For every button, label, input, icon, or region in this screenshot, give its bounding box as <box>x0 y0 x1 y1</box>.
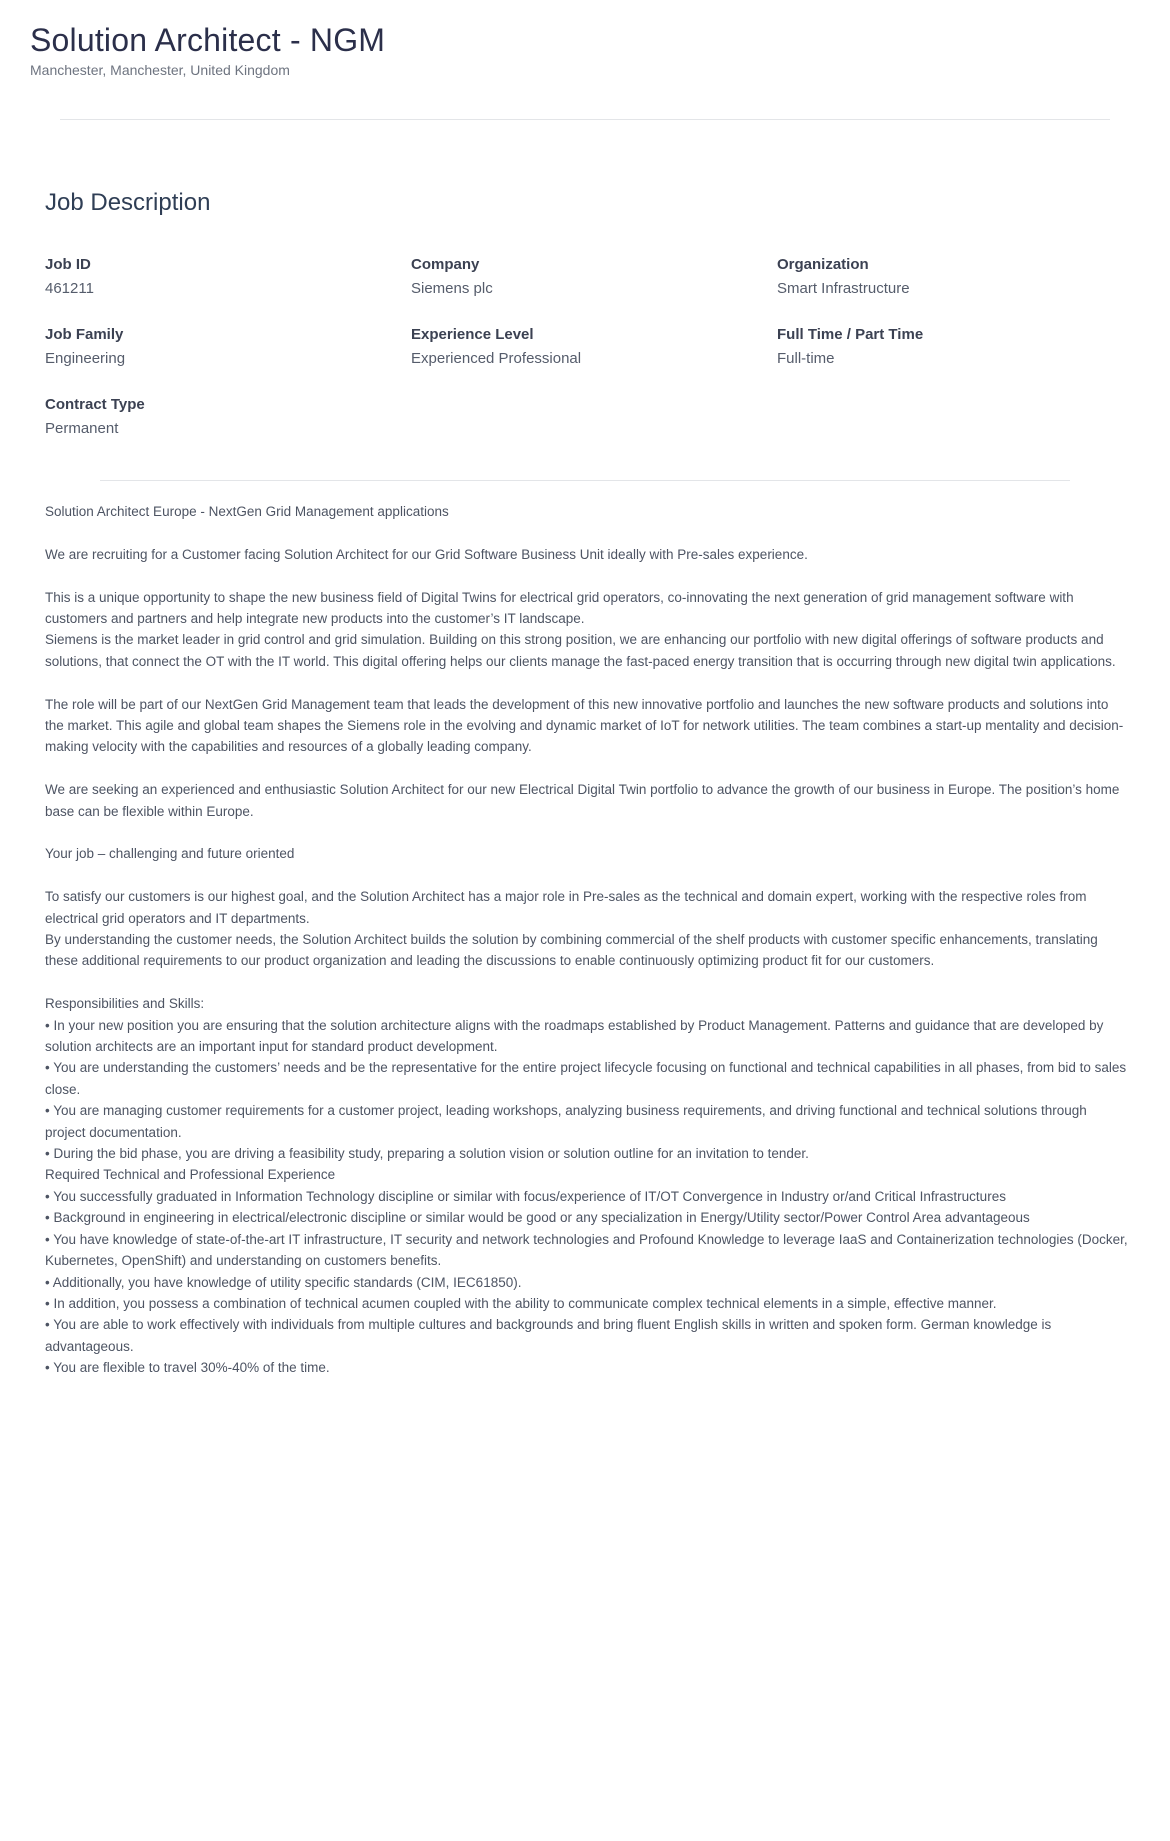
meta-experience-level <box>411 324 777 374</box>
meta-full-part-time <box>777 324 1143 374</box>
job-description-body <box>45 501 1130 1379</box>
description-market-leader: Siemens is the market leader in grid control and grid simulation. Building on this strong position, we are enhancing our portfolio with new digital offerings of software products and solutions, that connect the OT with the IT world. This digital offering helps our clients manage the fast-paced energy transition that is occurring through new digital twin applications. <box>45 632 1116 669</box>
job-meta-grid <box>45 254 1145 444</box>
description-role: The role will be part of our NextGen Grid Management team that leads the development of this new innovative portfolio and launches the new software products and solutions into the market. This agile and global team shapes the Siemens role in the evolving and dynamic market of IoT for network utilities. The team combines a start-up mentality and decision-making velocity with the capabilities and resources of a globally leading company. <box>45 696 1124 755</box>
job-header <box>30 20 1140 80</box>
responsibilities-title: Responsibilities and Skills: <box>45 996 205 1012</box>
list-item: • Additionally, you have knowledge of utility specific standards (CIM, IEC61850). <box>45 1274 522 1290</box>
meta-value: 461211 <box>45 280 94 297</box>
description-recruiting: We are recruiting for a Customer facing Solution Architect for our Grid Software Business Unit ideally with Pre-sales experience. <box>45 546 808 562</box>
description-understanding: By understanding the customer needs, the Solution Architect builds the solution by combining commercial of the shelf products with customer specific enhancements, translating these additional requirements to our product organization and leading the discussions to enable continuously optimizing product fit for our customers. <box>45 932 1098 969</box>
header-divider <box>60 119 1110 120</box>
description-opportunity: This is a unique opportunity to shape the new business field of Digital Twins for electrical grid operators, co-innovating the next generation of grid management software with customers and partners and help integrate new products into the customer’s IT landscape. <box>45 589 1074 626</box>
meta-value: Engineering <box>45 350 126 367</box>
list-item: • You are managing customer requirements for a customer project, leading workshops, analyzing business requirements, and driving functional and technical solutions through project documentation. <box>45 1103 1087 1140</box>
meta-value: Smart Infrastructure <box>777 280 910 297</box>
meta-label: Organization <box>777 256 869 273</box>
list-item: • In your new position you are ensuring that the solution architecture aligns with the roadmaps established by Product Management. Patterns and guidance that are developed by solution architects are an important input for standard product development. <box>45 1017 1104 1055</box>
description-satisfy: To satisfy our customers is our highest goal, and the Solution Architect has a major role in Pre-sales as the technical and domain expert, working with the respective roles from electrical grid operators and IT departments. <box>45 889 1087 926</box>
description-your-job: Your job – challenging and future oriented <box>45 846 295 862</box>
meta-organization <box>777 254 1143 304</box>
meta-divider <box>100 480 1070 481</box>
meta-company <box>411 254 777 304</box>
list-item: • Background in engineering in electrical/electronic discipline or similar would be good or any specialization in Energy/Utility sector/Power Control Area advantageous <box>45 1210 1030 1226</box>
section-heading: Job Description <box>45 189 211 216</box>
list-item: • You have knowledge of state-of-the-art IT infrastructure, IT security and network technologies and Profound Knowledge to leverage IaaS and Containerization technologies (Docker, Kubernetes, OpenShift) and understanding on customers benefits. <box>45 1231 1128 1269</box>
page-title: Solution Architect - NGM <box>30 22 386 58</box>
meta-value: Permanent <box>45 420 119 437</box>
required-title: Required Technical and Professional Experience <box>45 1167 336 1183</box>
meta-job-family <box>45 324 411 374</box>
list-item: • During the bid phase, you are driving a feasibility study, preparing a solution vision or solution outline for an invitation to tender. <box>45 1146 809 1162</box>
description-intro-title: Solution Architect Europe - NextGen Grid Management applications <box>45 504 449 519</box>
meta-label: Job ID <box>45 256 91 273</box>
meta-label: Company <box>411 256 480 273</box>
meta-job-id <box>45 254 411 304</box>
meta-label: Experience Level <box>411 326 534 343</box>
required-experience-list <box>45 1164 1130 1378</box>
list-item: • You successfully graduated in Information Technology discipline or similar with focus/experience of IT/OT Convergence in Industry or/and Critical Infrastructures <box>45 1188 1006 1204</box>
meta-value: Siemens plc <box>411 280 493 297</box>
list-item: • You are able to work effectively with individuals from multiple cultures and backgrounds and bring fluent English skills in written and spoken form. German knowledge is advantageous. <box>45 1317 1052 1354</box>
meta-label: Job Family <box>45 326 124 343</box>
description-seeking: We are seeking an experienced and enthusiastic Solution Architect for our new Electrical Digital Twin portfolio to advance the growth of our business in Europe. The position’s home base can be flexible within Europe. <box>45 782 1120 819</box>
list-item: • You are flexible to travel 30%-40% of the time. <box>45 1360 330 1376</box>
job-location: Manchester, Manchester, United Kingdom <box>30 62 290 78</box>
responsibilities-list <box>45 993 1130 1164</box>
meta-value: Full-time <box>777 350 835 367</box>
meta-value: Experienced Professional <box>411 350 582 367</box>
meta-label: Contract Type <box>45 396 145 413</box>
list-item: • You are understanding the customers’ needs and be the representative for the entire project lifecycle focusing on functional and technical capabilities in all phases, from bid to sales close. <box>45 1060 1127 1097</box>
meta-label: Full Time / Part Time <box>777 326 924 343</box>
list-item: • In addition, you possess a combination of technical acumen coupled with the ability to communicate complex technical elements in a simple, effective manner. <box>45 1295 997 1311</box>
meta-contract-type <box>45 394 411 444</box>
